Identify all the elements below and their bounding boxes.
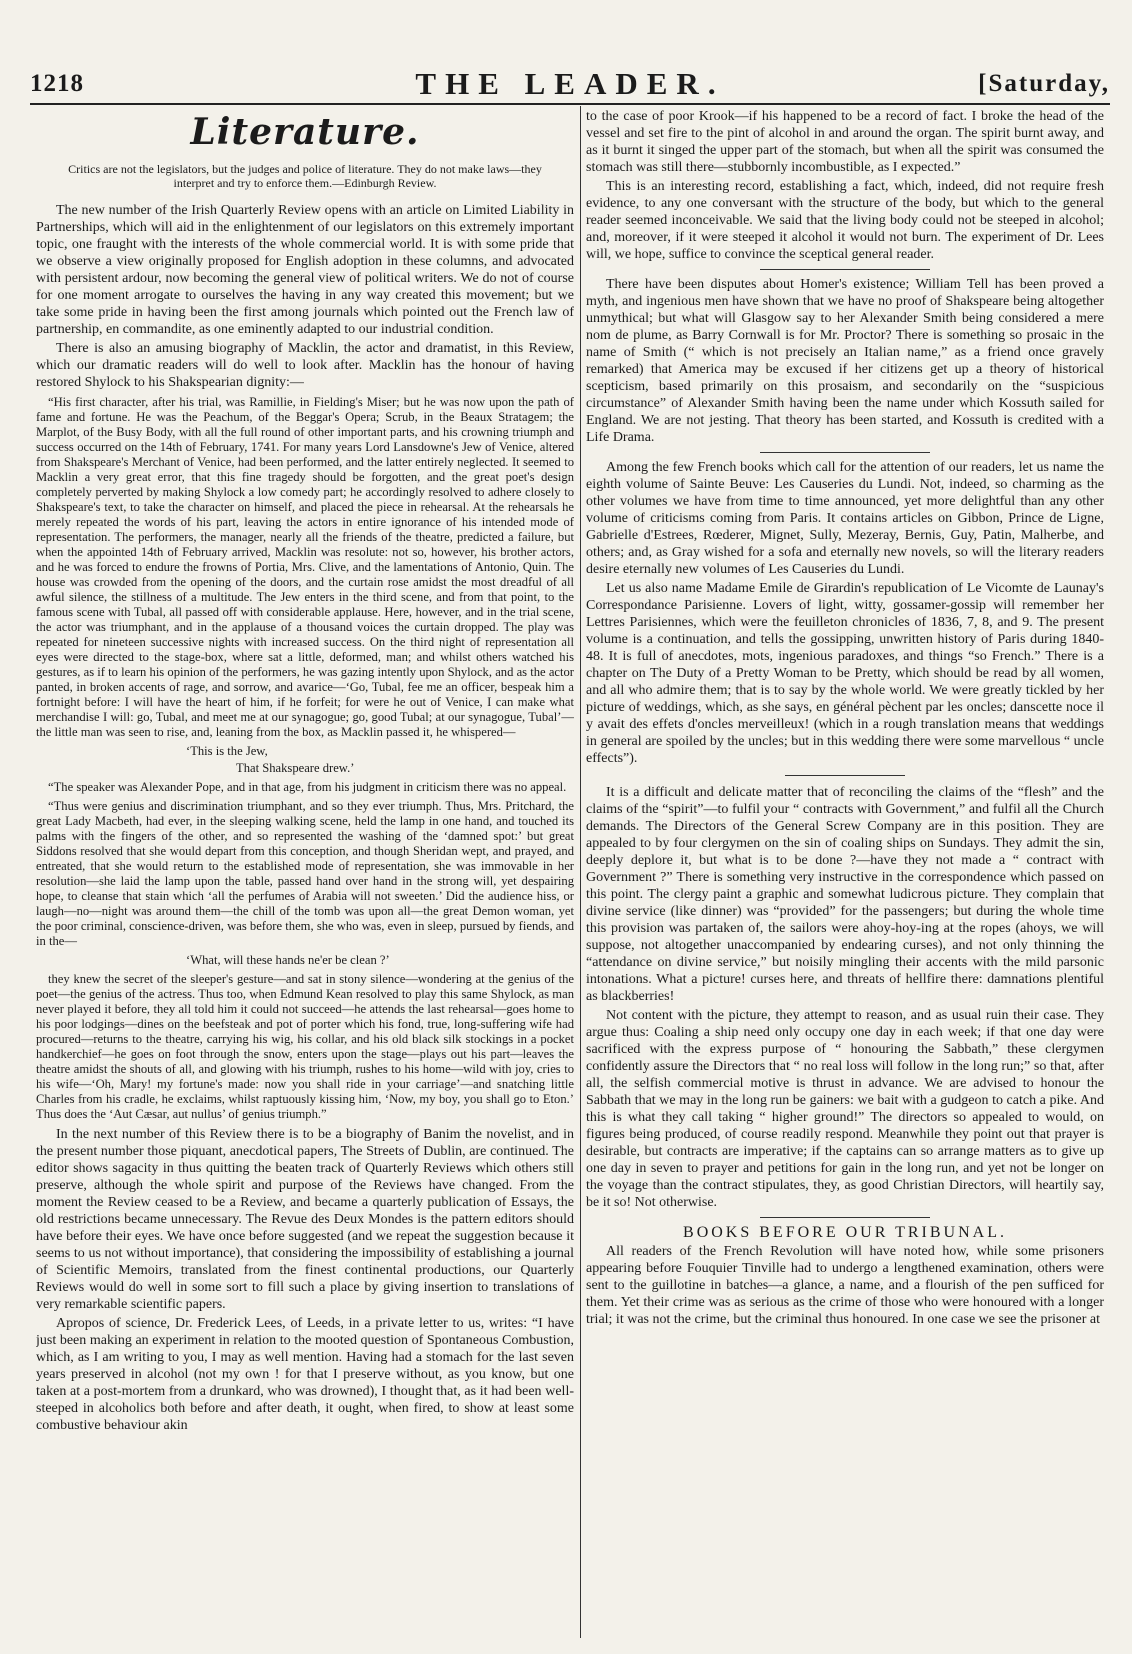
page-number: 1218: [30, 70, 84, 97]
article-paragraph: Apropos of science, Dr. Frederick Lees, of Leeds, in a private letter to us, writes: “I have just been making an experiment in relation to the mooted question of Spontaneous Combustion, which, as I am writing to you, I may as well mention. Having had a stomach for the last seven years preserved in alcohol (not my own ! for that I preserve without, as you know, but one taken at a post-mortem from a drunkard, who was drowned), I thought that, as it had been well-steeped in alcoholics both before and after death, it ought, when fired, to show at least some combustive behaviour akin: [36, 1316, 574, 1433]
article-paragraph: to the case of poor Krook—if his happened to be a record of fact. I broke the head of the vessel and set fire to the pint of alcohol in and around the organ. The spirit burnt away, and as it burnt it singed the upper part of the stomach, but when all the spirit was consumed the stomach was still there—stubbornly incombustible, as I expected.”: [586, 109, 1104, 175]
right-column: [586, 108, 1104, 1636]
verse-line: ‘This is the Jew,: [186, 744, 268, 758]
section-title: Literature.: [190, 111, 420, 153]
section-separator: [760, 1217, 930, 1218]
block-quote: “The speaker was Alexander Pope, and in that age, from his judgment in criticism there was no appeal.: [48, 780, 567, 794]
masthead-rule: [30, 103, 1110, 105]
column-divider: [580, 106, 581, 1638]
masthead: [30, 62, 1110, 100]
verse-line: That Shakspeare drew.’: [236, 761, 355, 775]
article-paragraph: The new number of the Irish Quarterly Review opens with an article on Limited Liability in Partnerships, which will aid in the enlightenment of our legislators on this extremely important topic, one fraught with the interests of the whole commercial world. It is with some pride that we observe a view originally proposed for English adoption in these columns, and advocated with persistent ardour, now becoming the general view of political writers. We do not of course for one moment arrogate to ourselves the having in any way created this movement; but we take some pride in having been the first among journals which pointed out the French law of partnership, en commandite, as one eminently adapted to our industrial condition.: [36, 203, 574, 337]
newspaper-title: THE LEADER.: [415, 66, 725, 101]
article-paragraph: Not content with the picture, they attempt to reason, and as usual ruin their case. They argue thus: Coaling a ship need only occupy one day in each week; if that one day were sacrificed with the express purpose of “ honouring the Sabbath,” these clergymen confidently assure the Directors that “ no real loss will follow in the long run;” so that, after all, the selfish commercial motive is thrust in advance. We are advised to honour the Sabbath that we may in the long run be gainers: we bait with a gudgeon to catch a pike. And this is what they call taking “ higher ground!” The directors so appealed to would, on figures being produced, of course readily respond. Meanwhile they point out that prayer is desirable, but contracts are imperative; if the captains can so arrange matters as to give up one day in seven to prayer and petitions for gain in the long run, and yet not be longer on the voyage than the contract stipulates, they, as good Christian Directors, will heartily say, be it so! Not otherwise.: [586, 1008, 1104, 1210]
block-quote: “Thus were genius and discrimination triumphant, and so they ever triumph. Thus, Mrs. Pritchard, the great Lady Macbeth, had ever, in the sleeping walking scene, held the lamp in one hand, and touched its palms with the fingers of the other, and so represented the washing of the ‘damned spot:’ but great Siddons resolved that she would depart from this conception, and though Sheridan wept, and prayed, and entreated, that she would return to the established mode of representation, she was immovable in her resolution—she laid the lamp upon the table, passed hand over hand in the strong will, yet despairing hope, to cleanse that stain which ‘all the perfumes of Arabia will not sweeten.’ Did the audience hiss, or laugh—no—night was around them—the chill of the tomb was upon all—the great Demon woman, yet the poor criminal, conscience-driven, was before them, she who was, even in sleep, pursued by fiends, and in the—: [36, 799, 574, 948]
article-paragraph: Among the few French books which call for the attention of our readers, let us name the eighth volume of Sainte Beuve: Les Causeries du Lundi. Not, indeed, so charming as the other volumes we have from time to time announced, yet more delightful than any other volume of criticisms coming from Paris. It contains articles on Gibbon, Prince de Ligne, Gabrielle d'Estrees, Rœderer, Mignet, Sully, Mezeray, Bernis, Guy, Patin, Malherbe, and others; and, as Gray wished for a sofa and eternally new novels, so will the literary readers desire eternally new volumes of Les Causeries du Lundi.: [586, 460, 1104, 577]
article-paragraph: In the next number of this Review there is to be a biography of Banim the novelist, and in the present number those piquant, anecdotical papers, The Streets of Dublin, are continued. The editor shows sagacity in thus quitting the beaten track of Quarterly Reviews which others still preserve, although the whole spirit and purpose of the Reviews have changed. From the moment the Review ceased to be a Review, and became a quarterly publication of Essays, the old restrictions became unnecessary. The Revue des Deux Mondes is the pattern editors should have before their eyes. We have once before suggested (and we repeat the suggestion because it seems to us not without importance), that considering the impossibility of establishing a journal of Scientific Memoirs, translated from the finest continental productions, our Quarterly Reviews would do well in some sort to fill such a place by giving insertion to translations of very remarkable scientific papers.: [36, 1127, 574, 1312]
block-quote: they knew the secret of the sleeper's gesture—and sat in stony silence—wondering at the genius of the poet—the genius of the actress. Thus too, when Edmund Kean resolved to play this same Shylock, as man never played it before, they all told him it could not succeed—he attends the last rehearsal—goes home to his poor lodgings—dines on the beefsteak and pot of porter which his fond, true, long-suffering wife had procured—returns to the theatre, carrying his wig, his collar, and his old black silk stockings in a pocket handkerchief—he goes on foot through the snow, enters upon the stage—plays out his part—leaves the theatre amidst the shouts of all, and glowing with his triumph, rushes to his home—wild with joy, cries to his wife—‘Oh, Mary! my fortune's made: now you shall ride in your carriage’—and snatching little Charles from his cradle, he exclaims, whilst raptuously kissing him, ‘Now, my boy, you shall go to Eton.’ Thus does the ‘Aut Cæsar, aut nullus’ of genius triumph.”: [36, 972, 574, 1121]
article-paragraph: This is an interesting record, establishing a fact, which, indeed, did not require fresh evidence, to any one conversant with the structure of the body, but which to the general reader seemed inconceivable. We said that the living body could not be steeped in alcohol; and, moreover, if it were steeped it alcohol it would not burn. The experiment of Dr. Lees will, we hope, suffice to convince the sceptical general reader.: [586, 179, 1104, 262]
article-paragraph: There is also an amusing biography of Macklin, the actor and dramatist, in this Review, which our dramatic readers will do well to look after. Macklin has the honour of having restored Shylock to his Shakspearian dignity:—: [36, 341, 574, 390]
section-motto: Critics are not the legislators, but the judges and police of literature. They do not make laws—they interpret and try to enforce them.—Edinburgh Review.: [68, 162, 542, 190]
article-paragraph: There have been disputes about Homer's existence; William Tell has been proved a myth, and ingenious men have shown that we have no proof of Shakspeare being altogether unmythical; but what will Glasgow say to her Alexander Smith being considered a mere nom de plume, as Barry Cornwall is for Mr. Proctor? There is something so prosaic in the name of Smith (“ which is not precisely an Italian name,” as a friend once gravely remarked) that America may be excused if her citizens get up a theory of historical scepticism, based primarily on this prosaism, and secondarily on the “suspicious circumstance” of Alexander Smith having been the name under which Kossuth sailed for England. We are not jesting. That theory has been started, and Kossuth is credited with a Life Drama.: [586, 277, 1104, 445]
section-separator: [785, 775, 905, 776]
section-separator: [760, 269, 930, 270]
issue-day: [Saturday,: [978, 70, 1110, 97]
left-column: [36, 108, 574, 1636]
section-separator: [760, 452, 930, 453]
block-quote: “His first character, after his trial, was Ramillie, in Fielding's Miser; but he was now upon the path of fame and fortune. He was the Peachum, of the Beggar's Opera; Scrub, in the Beaux Stratagem; the Marplot, of the Busy Body, with all the full round of other important parts, and his crowning triumph and success occurred on the 14th of February, 1741. For many years Lord Lansdowne's Jew of Venice, altered from Shakspeare's Merchant of Venice, had been performed, and the latter entirely neglected. It seemed to Macklin a very great error, that this fine tragedy should be forgotten, and the great poet's design completely perverted by making Shylock a low comedy part; he accordingly resolved to adhere closely to Shakspeare's text, to take the character on himself, and placed the piece in rehearsal. At the rehearsals he merely repeated the words of his part, leaving the actors in entire ignorance of his intended mode of representation. The performers, the manager, nearly all the friends of the theatre, predicted a failure, but when the appointed 14th of February arrived, Macklin was resolute: not so, however, his brother actors, and he was forced to endure the frowns of Portia, Mrs. Clive, and the lamentations of Antonio, Quin. The house was crowded from the opening of the doors, and the curtain rose amidst the most dreadful of all awful silence, the stillness of a multitude. The Jew enters in the third scene, and from that point, to the famous scene with Tubal, all passed off with considerable applause. Here, however, and in the trial scene, the actor was triumphant, and in the applause of a thousand voices the curtain dropped. The play was repeated for nineteen successive nights with increased success. On the third night of representation all eyes were directed to the stage-box, where sat a little, deformed, man; and whilst others watched his gestures, as if to learn his opinion of the performers, he was gazing intently upon Shylock, and as the actor panted, in broken accents of rage, and sorrow, and avarice—‘Go, Tubal, fee me an officer, bespeak him a fortnight before: I will have the heart of him, if he forfeit; for were he out of Venice, I can make what merchandise I will: go, Tubal, and meet me at our synagogue; go, good Tubal; at our synagogue, Tubal’—the little man was seen to rise, and, leaning from the box, as Macklin passed it, he whispered—: [36, 395, 574, 739]
verse-line: ‘What, will these hands ne'er be clean ?’: [186, 953, 390, 967]
article-paragraph: All readers of the French Revolution will have noted how, while some prisoners appearing before Fouquier Tinville had to undergo a lengthened examination, others were sent to the guillotine in batches—a glance, a name, and a flourish of the pen sufficed for them. Yet their crime was as serious as the crime of those who were honoured with a longer trial; it was not the crime, but the criminal thus honoured. In one case we see the prisoner at: [586, 1244, 1104, 1327]
article-paragraph: Let us also name Madame Emile de Girardin's republication of Le Vicomte de Launay's Correspondance Parisienne. Lovers of light, witty, gossamer-gossip will remember her Lettres Parisiennes, which were the feuilleton chronicles of 1836, 7, 8, and 9. The present volume is a continuation, and tells the gossipping, unwritten history of Paris during 1840-48. It is full of anecdotes, mots, ingenious paradoxes, and things “so French.” There is a chapter on The Duty of a Pretty Woman to be Pretty, which should be read by all women, and all who admire them; that is to say by the whole world. We were greatly tickled by her picture of weddings, which, as she says, en général pèchent par les oncles; danscette noce il y avait des effets d'oncles merveilleux! (which in a rough translation means that weddings in general are spoiled by the uncles; but in this wedding there were some marvellous “ uncle effects”).: [586, 581, 1104, 766]
article-paragraph: It is a difficult and delicate matter that of reconciling the claims of the “flesh” and the claims of the “spirit”—to fulfil your “ contracts with Government,” and fulfil all the Church demands. The Directors of the General Screw Company are in this position. They are appealed to by four clergymen on the sin of coaling ships on Sundays. They admit the sin, deeply deplore it, but what is to be done ?—have they not made a “ contract with Government ?” There is something very instructive in the correspondence which passed on this point. The clergy paint a graphic and somewhat ludicrous picture. They complain that divine service (like dinner) was “provided” for the passengers; but during the whole time this provision was partaken of, the sailors were ahoy-hoy-ing at the ropes (ahoys, we will suppose, not altogether unaccompanied by endearing curses), and not only thinning the “attendance on divine service,” but noisily mingling their accents with the mild parsonic intonations. What a picture! curses here, and threats of hellfire there: damnations plentiful as blackberries!: [586, 785, 1104, 1004]
books-section-title: BOOKS BEFORE OUR TRIBUNAL.: [683, 1224, 1007, 1241]
